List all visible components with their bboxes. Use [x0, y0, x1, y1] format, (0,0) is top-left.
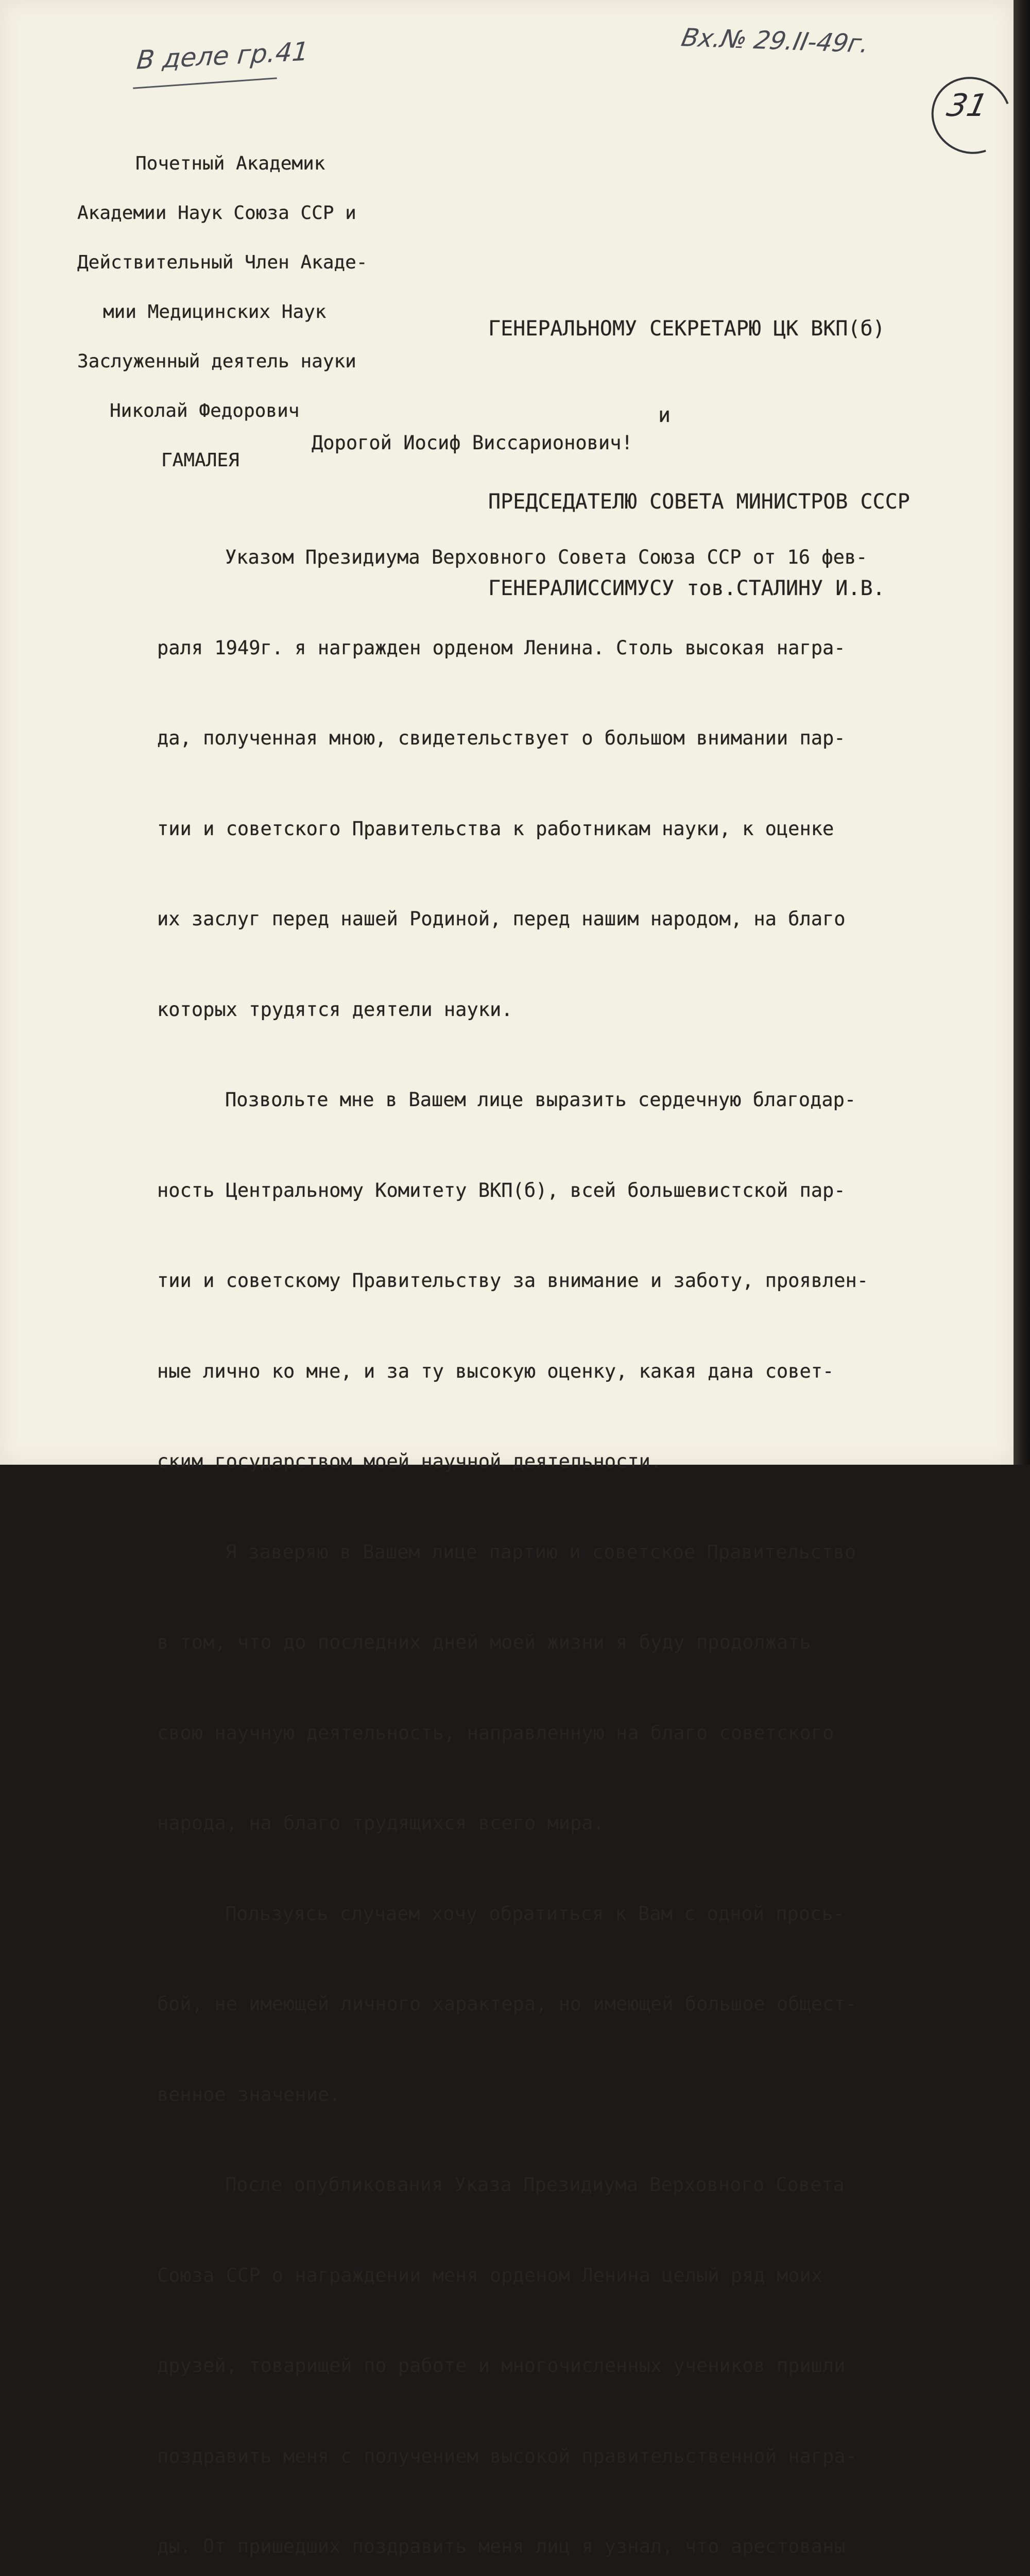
- body-line: тии и советскому Правительству за внимание и заботу, проявлен-: [157, 1269, 869, 1292]
- handwritten-underline: [133, 77, 277, 89]
- addressee-line: и: [658, 403, 671, 427]
- addressee-line: ГЕНЕРАЛЬНОМУ СЕКРЕТАРЮ ЦК ВКП(б): [488, 317, 885, 341]
- body-line: раля 1949г. я награжден орденом Ленина. Столь высокая награ-: [157, 636, 846, 659]
- body-line: Я заверяю в Вашем лице партию и советское Правительство: [225, 1540, 856, 1563]
- sender-line: Заслуженный деятель науки: [77, 351, 356, 372]
- page-number: 31: [943, 88, 991, 124]
- body-line: которых трудятся деятели науки.: [157, 998, 513, 1021]
- body-line: Пользуясь случаем хочу обратиться к Вам с одной прось-: [225, 1902, 845, 1925]
- body-line: ность Центральному Комитету ВКП(б), всей большевистской пар-: [157, 1179, 846, 1201]
- handwritten-date-note: Вх.№ 29.II-49г.: [679, 23, 872, 59]
- body-line: ским государством моей научной деятельности.: [157, 1450, 662, 1472]
- body-line: ные лично ко мне, и за ту высокую оценку, какая дана совет-: [157, 1360, 834, 1382]
- sender-line: Почетный Академик: [135, 153, 325, 174]
- body-line: ды. От пришедших поздравить меня лиц я узнал, что арестованы: [157, 2535, 846, 2557]
- body-line: Союза ССР о награждении меня орденом Ленина целый ряд моих: [157, 2264, 823, 2286]
- body-line: народа, на благо трудящихся всего мира.: [157, 1812, 605, 1834]
- salutation: Дорогой Иосиф Виссарионович!: [312, 432, 633, 454]
- body-line: свою научную деятельность, направленную на благо советского: [157, 1721, 834, 1744]
- sender-line: ГАМАЛЕЯ: [161, 450, 239, 471]
- body-line: венное значение.: [157, 2083, 341, 2106]
- addressee-line: ГЕНЕРАЛИССИМУСУ тов.СТАЛИНУ И.В.: [488, 577, 885, 600]
- body-line: Позвольте мне в Вашем лице выразить сердечную благодар-: [225, 1089, 856, 1111]
- body-line: да, полученная мною, свидетельствует о большом внимании пар-: [157, 727, 846, 749]
- addressee-line: ПРЕДСЕДАТЕЛЮ СОВЕТА МИНИСТРОВ СССР: [488, 490, 910, 514]
- body-line: поздравить меня с получением высокой правительственной награ-: [157, 2445, 857, 2467]
- sender-line: Академии Наук Союза ССР и: [77, 202, 356, 224]
- body-line: бой, не имеющей личного характера, но имеющей большое общест-: [157, 1993, 857, 2015]
- sender-line: Действительный Член Акаде-: [77, 252, 368, 273]
- sender-line: мии Медицинских Наук: [103, 301, 327, 323]
- body-line: тии и советского Правительства к работникам науки, к оценке: [157, 817, 834, 840]
- body-line: их заслуг перед нашей Родиной, перед нашим народом, на благо: [157, 908, 846, 930]
- scan-edge: [1014, 0, 1030, 1465]
- handwritten-file-note: В деле гр.41: [135, 36, 310, 75]
- body-line: друзей, товарищей по работе и многочисленных учеников пришли: [157, 2354, 846, 2377]
- letter-body: [157, 482, 868, 2576]
- body-line: в том, что до последних дней моей жизни я буду продолжать: [157, 1631, 811, 1653]
- sender-line: Николай Федорович: [110, 400, 300, 421]
- body-line: После опубликования Указа Президиума Верховного Совета: [225, 2174, 845, 2196]
- body-line: Указом Президиума Верховного Совета Союза ССР от 16 фев-: [225, 546, 868, 568]
